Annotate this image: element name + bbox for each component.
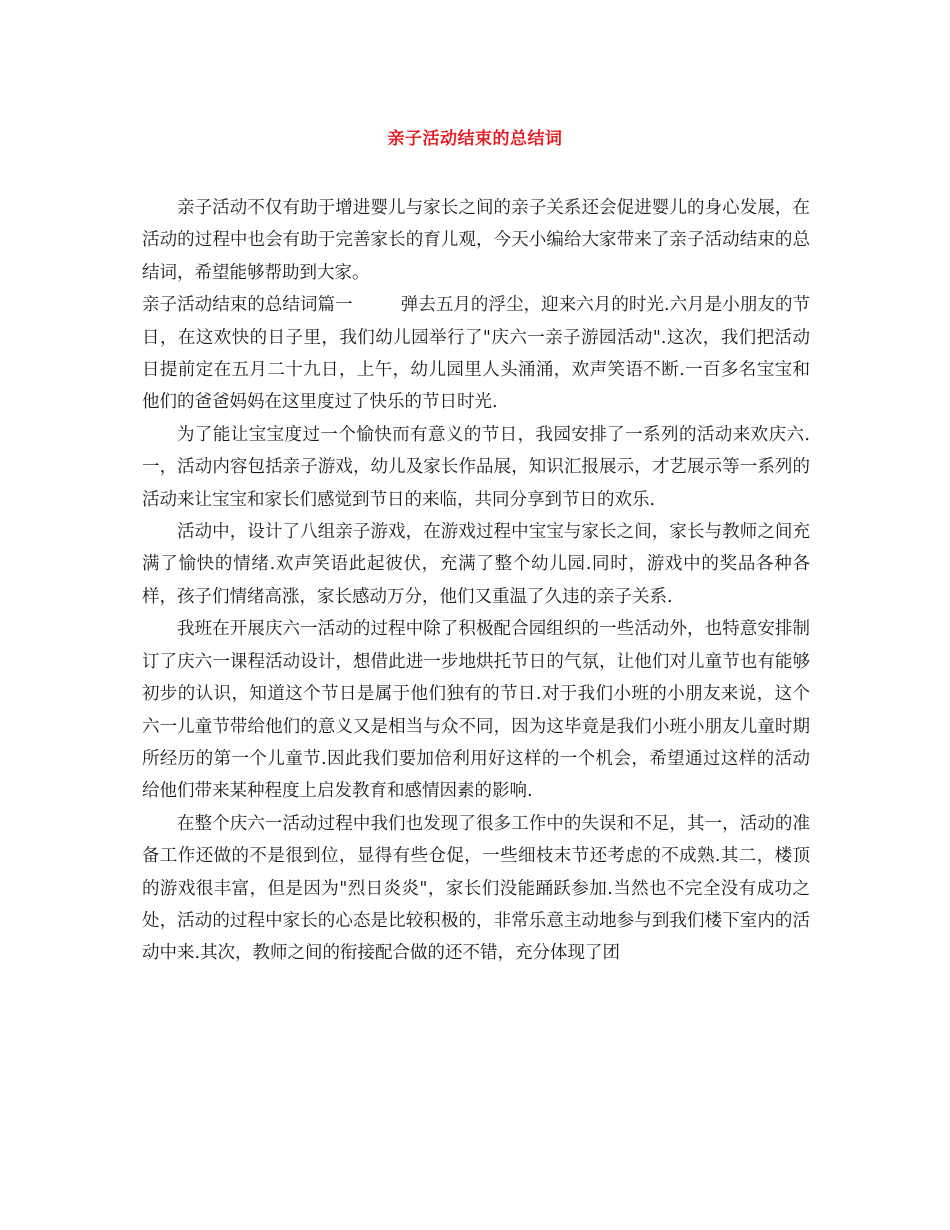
section-paragraph [142, 289, 810, 419]
document-body [142, 192, 810, 970]
intro-paragraph: 亲子活动不仅有助于增进婴儿与家长之间的亲子关系还会促进婴儿的身心发展，在活动的过程中也会有助于完善家长的育儿观，今天小编给大家带来了亲子活动结束的总结词，希望能够帮助到大家。 [142, 198, 810, 283]
section-first-text: 弹去五月的浮尘，迎来六月的时光.六月是小朋友的节日，在这欢快的日子里，我们幼儿园举行了"庆六一亲子游园活动".这次，我们把活动日提前定在五月二十九日，上午，幼儿园里人头涌涌，欢声笑语不断.一百多名宝宝和他们的爸爸妈妈在这里度过了快乐的节日时光. [142, 295, 811, 413]
body-paragraph: 在整个庆六一活动过程中我们也发现了很多工作中的失误和不足，其一，活动的准备工作还做的不是很到位，显得有些仓促，一些细枝末节还考虑的不成熟.其二，楼顶的游戏很丰富，但是因为"烈日炎炎"，家长们没能踊跃参加.当然也不完全没有成功之处，活动的过程中家长的心态是比较积极的，非常乐意主动地参与到我们楼下室内的活动中来.其次，教师之间的衔接配合做的还不错，充分体现了团 [142, 813, 810, 964]
document-title: 亲子活动结束的总结词 [387, 129, 563, 149]
body-paragraph: 我班在开展庆六一活动的过程中除了积极配合园组织的一些活动外，也特意安排制订了庆六一课程活动设计，想借此进一步地烘托节日的气氛，让他们对儿童节也有能够初步的认识，知道这个节日是属于他们独有的节日.对于我们小班的小朋友来说，这个六一儿童节带给他们的意义又是相当与众不同，因为这毕竟是我们小班小朋友儿童时期所经历的第一个儿童节.因此我们要加倍利用好这样的一个机会，希望通过这样的活动给他们带来某种程度上启发教育和感情因素的影响. [142, 619, 810, 802]
body-paragraph: 活动中，设计了八组亲子游戏，在游戏过程中宝宝与家长之间，家长与教师之间充满了愉快的情绪.欢声笑语此起彼伏，充满了整个幼儿园.同时，游戏中的奖品各种各样，孩子们情绪高涨，家长感动万分，他们又重温了久违的亲子关系. [142, 522, 810, 607]
section-heading: 亲子活动结束的总结词篇一 [142, 295, 353, 316]
body-paragraph: 为了能让宝宝度过一个愉快而有意义的节日，我园安排了一系列的活动来欢庆六.一，活动内容包括亲子游戏，幼儿及家长作品展，知识汇报展示，才艺展示等一系列的活动来让宝宝和家长们感觉到节日的来临，共同分享到节日的欢乐. [142, 424, 810, 510]
